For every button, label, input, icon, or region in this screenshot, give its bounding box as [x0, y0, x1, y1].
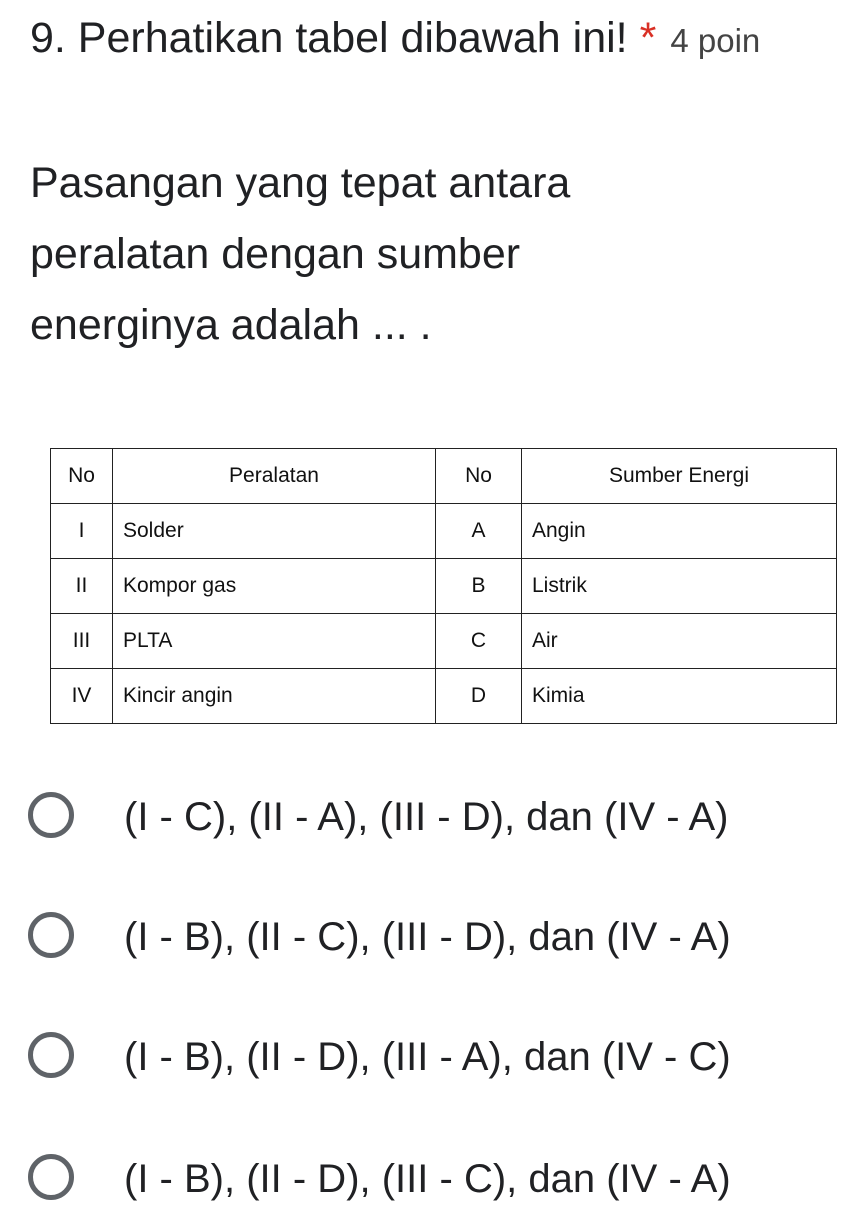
table-header-row — [51, 449, 837, 504]
table-row — [51, 559, 837, 614]
header-no-tool: No — [51, 449, 113, 504]
option-label[interactable]: (I - B), (II - D), (III - C), dan (IV - A) — [124, 1157, 731, 1201]
option-1[interactable] — [28, 780, 828, 860]
tool-name: PLTA — [113, 614, 436, 669]
radio-button[interactable] — [28, 792, 74, 838]
table-row — [51, 504, 837, 559]
question-points: 4 poin — [670, 22, 761, 59]
tool-name: Solder — [113, 504, 436, 559]
option-3[interactable] — [28, 1020, 828, 1100]
table-row — [51, 669, 837, 724]
header-peralatan: Peralatan — [113, 449, 436, 504]
table-row — [51, 614, 837, 669]
radio-button[interactable] — [28, 1032, 74, 1078]
source-name: Angin — [522, 504, 837, 559]
option-label[interactable]: (I - C), (II - A), (III - D), dan (IV - A) — [124, 795, 729, 839]
option-label[interactable]: (I - B), (II - C), (III - D), dan (IV - A) — [124, 915, 731, 959]
tool-number: III — [51, 614, 113, 669]
header-sumber-energi: Sumber Energi — [522, 449, 837, 504]
source-letter: D — [436, 669, 522, 724]
tool-number: I — [51, 504, 113, 559]
question-title: 9. Perhatikan tabel dibawah ini! — [30, 14, 628, 62]
option-2[interactable] — [28, 900, 828, 980]
tool-number: II — [51, 559, 113, 614]
source-name: Kimia — [522, 669, 837, 724]
source-letter: B — [436, 559, 522, 614]
source-letter: C — [436, 614, 522, 669]
tool-number: IV — [51, 669, 113, 724]
question-header — [30, 12, 868, 64]
source-name: Listrik — [522, 559, 837, 614]
question-body: Pasangan yang tepat antara peralatan dengan sumber energinya adalah ... . — [30, 159, 571, 349]
tool-name: Kincir angin — [113, 669, 436, 724]
option-4[interactable] — [28, 1142, 828, 1222]
source-letter: A — [436, 504, 522, 559]
header-no-source: No — [436, 449, 522, 504]
source-name: Air — [522, 614, 837, 669]
radio-button[interactable] — [28, 1154, 74, 1200]
energy-table — [50, 448, 837, 724]
required-asterisk: * — [639, 14, 657, 62]
radio-button[interactable] — [28, 912, 74, 958]
question-table-image — [50, 448, 836, 721]
tool-name: Kompor gas — [113, 559, 436, 614]
option-label[interactable]: (I - B), (II - D), (III - A), dan (IV - C) — [124, 1035, 731, 1079]
